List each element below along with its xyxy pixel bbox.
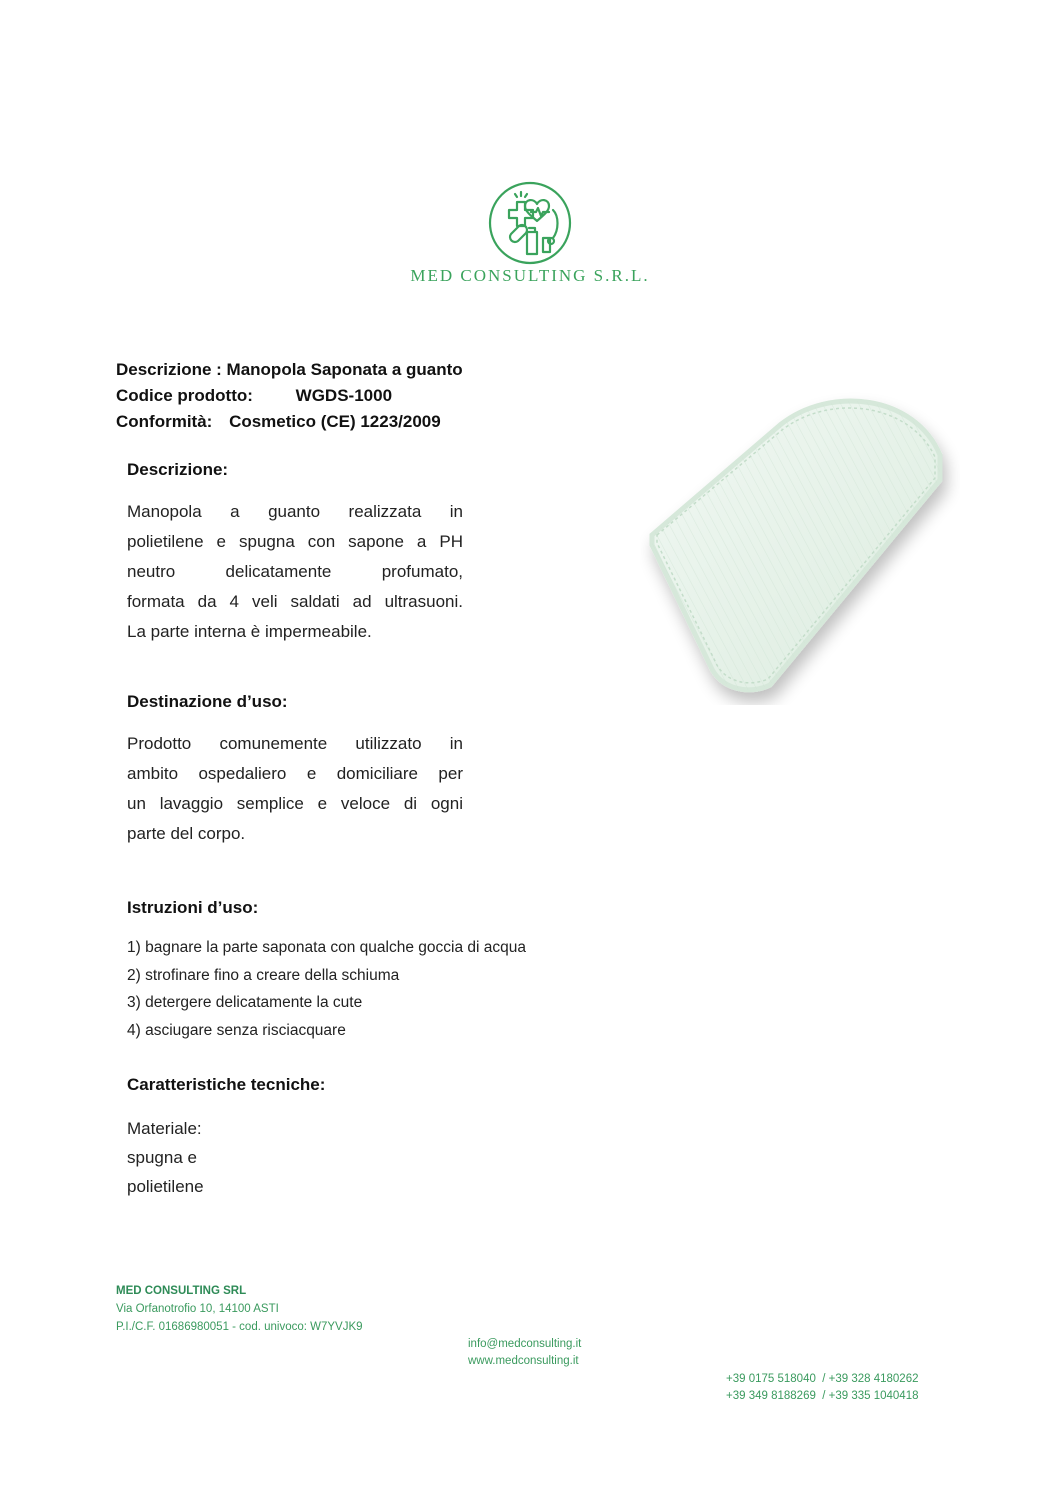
medical-circle-logo-icon xyxy=(487,180,573,266)
intended-use-line: parte del corpo. xyxy=(127,824,246,843)
intended-use-line: un lavaggio semplice e veloce di ogni xyxy=(127,794,463,813)
footer-tax-id: P.I./C.F. 01686980051 - cod. univoco: W7YVJK9 xyxy=(116,1321,363,1333)
list-item: 2) strofinare fino a creare della schiuma xyxy=(127,966,400,984)
description-title: Descrizione: xyxy=(127,460,229,479)
technical-line: Materiale: xyxy=(127,1119,202,1138)
footer-website-link[interactable]: www.medconsulting.it xyxy=(468,1355,579,1367)
header-code-value: WGDS-1000 xyxy=(295,386,393,405)
description-line: polietilene e spugna con sapone a PH xyxy=(127,532,463,551)
description-line: formata da 4 veli saldati ad ultrasuoni. xyxy=(127,592,463,611)
instructions-list xyxy=(127,934,526,1044)
footer-email-link[interactable]: info@medconsulting.it xyxy=(468,1338,582,1350)
list-item: 4) asciugare senza risciacquare xyxy=(127,1021,346,1039)
technical-line: spugna e xyxy=(127,1148,197,1167)
intended-use-paragraph xyxy=(127,729,463,849)
footer-phone-line: +39 0175 518040 / +39 328 4180262 xyxy=(726,1373,919,1385)
technical-body xyxy=(127,1114,204,1201)
intended-use-line: ambito ospedaliero e domiciliare per xyxy=(127,764,463,783)
description-line: La parte interna è impermeabile. xyxy=(127,622,372,641)
instructions-title: Istruzioni d’uso: xyxy=(127,898,259,917)
footer-company: MED CONSULTING SRL xyxy=(116,1285,247,1297)
footer-phone-line: +39 349 8188269 / +39 335 1040418 xyxy=(726,1390,919,1402)
soap-glove-image xyxy=(640,385,960,705)
intended-use-line: Prodotto comunemente utilizzato in xyxy=(127,734,463,753)
header-conformity xyxy=(116,410,441,433)
header-conformity-value: Cosmetico (CE) 1223/2009 xyxy=(229,412,441,431)
intended-use-title: Destinazione d’uso: xyxy=(127,692,288,711)
footer-address: Via Orfanotrofio 10, 14100 ASTI xyxy=(116,1303,279,1315)
header-product-code xyxy=(116,384,392,407)
list-item: 3) detergere delicatamente la cute xyxy=(127,994,363,1011)
header-description-label: Descrizione : xyxy=(116,360,222,379)
description-line: Manopola a guanto realizzata in xyxy=(127,502,463,521)
list-item: 1) bagnare la parte saponata con qualche goccia di acqua xyxy=(127,939,526,956)
description-paragraph xyxy=(127,497,463,647)
description-line: neutro delicatamente profumato, xyxy=(127,562,463,581)
brand-name: MED CONSULTING S.R.L. xyxy=(410,266,650,285)
header-code-label: Codice prodotto: xyxy=(116,386,253,405)
technical-line: polietilene xyxy=(127,1177,204,1196)
header-description-value: Manopola Saponata a guanto xyxy=(226,360,463,379)
header-description xyxy=(116,358,463,381)
header-conformity-label: Conformità: xyxy=(116,412,213,431)
technical-title: Caratteristiche tecniche: xyxy=(127,1075,326,1094)
